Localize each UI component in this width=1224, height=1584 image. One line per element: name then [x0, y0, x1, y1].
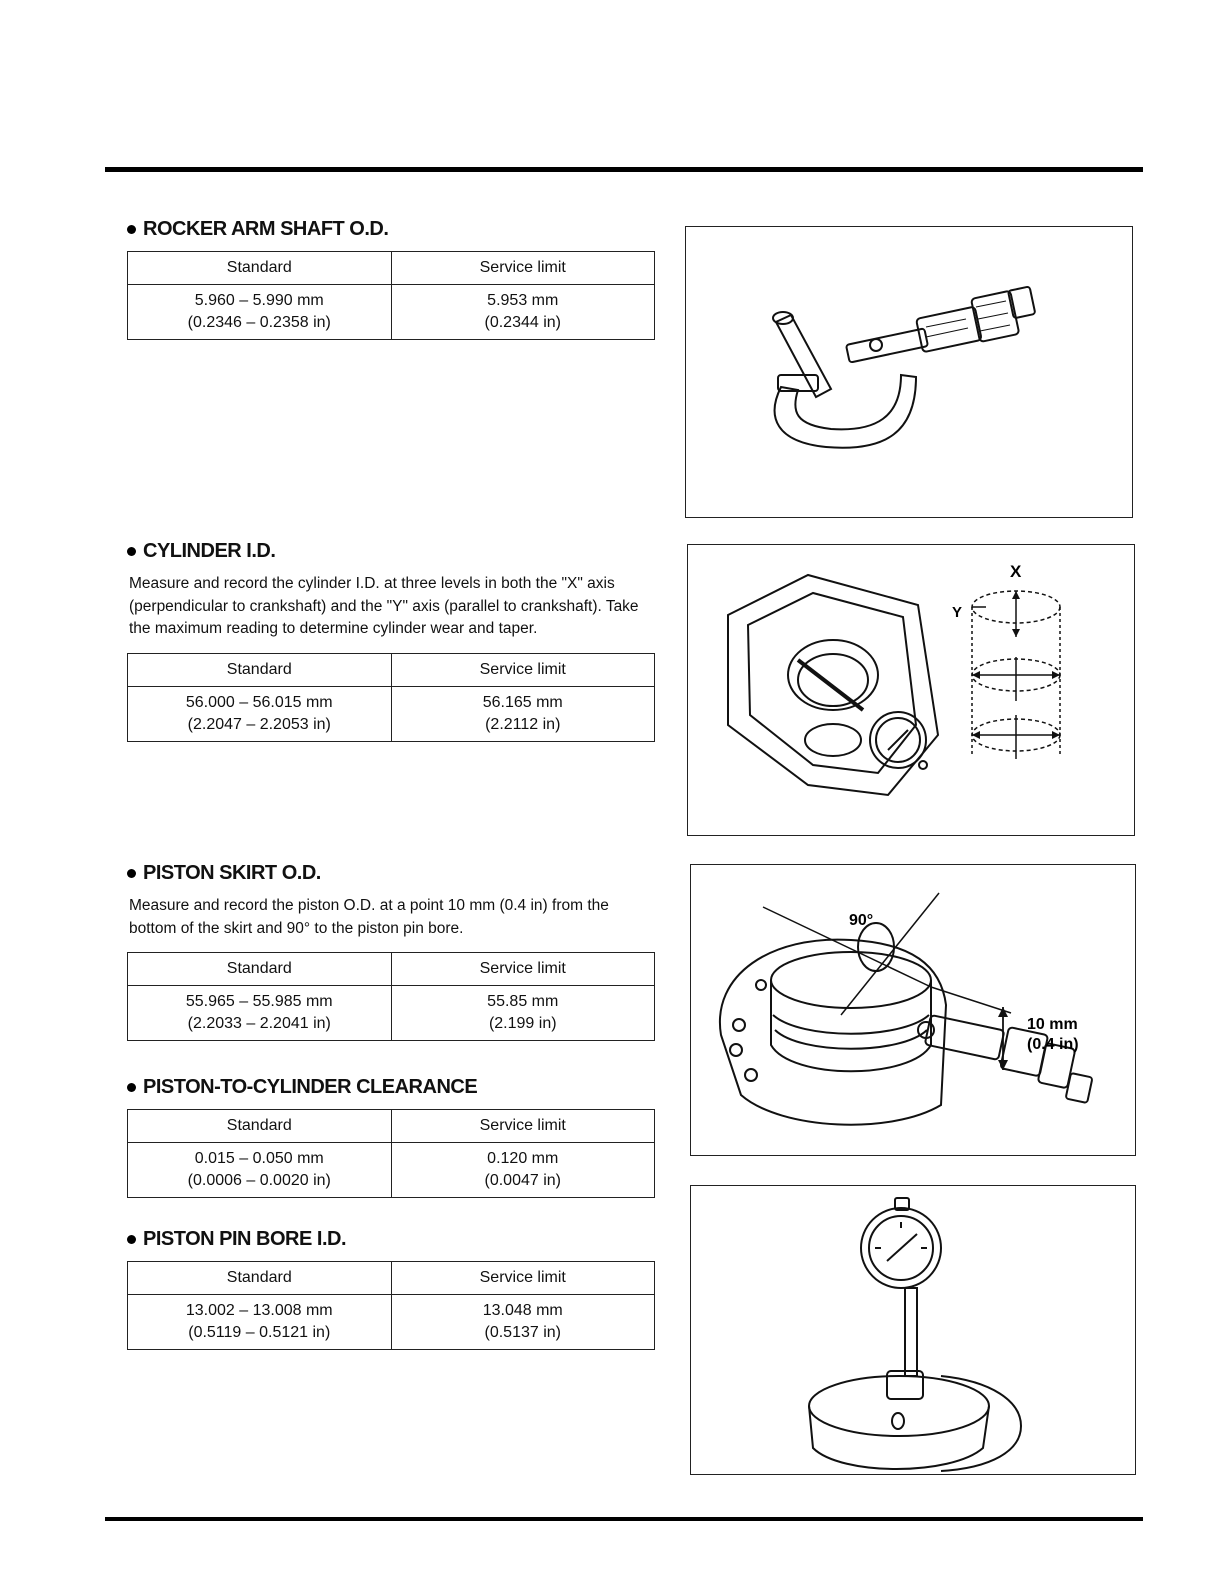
section-piston-to-cylinder-clearance	[127, 1076, 655, 1198]
col-standard: Standard	[128, 653, 392, 686]
figure-cylinder-bore-gauge	[687, 544, 1135, 836]
section-rocker-arm-shaft	[127, 218, 655, 340]
heading-text: CYLINDER I.D.	[143, 540, 276, 562]
section-heading	[127, 218, 655, 241]
bullet-icon	[127, 1083, 136, 1092]
col-standard: Standard	[128, 1262, 392, 1295]
heading-text: ROCKER ARM SHAFT O.D.	[143, 218, 389, 240]
heading-text: PISTON PIN BORE I.D.	[143, 1228, 346, 1250]
dimension-in-label: (0.4 in)	[1027, 1036, 1079, 1053]
figure-piston-pin-bore-gauge	[690, 1185, 1136, 1475]
col-service-limit: Service limit	[391, 1262, 655, 1295]
bottom-rule	[105, 1517, 1143, 1521]
heading-text: PISTON-TO-CYLINDER CLEARANCE	[143, 1076, 478, 1098]
axis-x-label: X	[1010, 562, 1022, 581]
angle-label: 90°	[849, 912, 874, 929]
col-standard: Standard	[128, 1110, 392, 1143]
standard-value: 5.960 – 5.990 mm (0.2346 – 0.2358 in)	[128, 285, 392, 340]
bullet-icon	[127, 225, 136, 234]
service-limit-value: 13.048 mm (0.5137 in)	[391, 1295, 655, 1350]
col-service-limit: Service limit	[391, 653, 655, 686]
spec-table	[127, 653, 655, 742]
col-service-limit: Service limit	[391, 252, 655, 285]
spec-table	[127, 952, 655, 1041]
standard-value: 55.965 – 55.985 mm (2.2033 – 2.2041 in)	[128, 986, 392, 1041]
service-limit-value: 5.953 mm (0.2344 in)	[391, 285, 655, 340]
section-cylinder-id	[127, 540, 655, 742]
cylinder-gauge-illustration	[688, 545, 1134, 835]
instruction-text: Measure and record the cylinder I.D. at three levels in both the "X" axis (perpendicular to crankshaft) and the "Y" axis (parallel to crankshaft). Take the maximum reading to determine cylinder wear and taper.	[129, 575, 639, 637]
col-standard: Standard	[128, 252, 392, 285]
standard-value: 0.015 – 0.050 mm (0.0006 – 0.0020 in)	[128, 1143, 392, 1198]
service-limit-value: 55.85 mm (2.199 in)	[391, 986, 655, 1041]
axis-y-label: Y	[952, 604, 963, 621]
standard-value: 13.002 – 13.008 mm (0.5119 – 0.5121 in)	[128, 1295, 392, 1350]
service-limit-value: 0.120 mm (0.0047 in)	[391, 1143, 655, 1198]
bullet-icon	[127, 547, 136, 556]
col-standard: Standard	[128, 953, 392, 986]
top-rule	[105, 167, 1143, 172]
section-heading	[127, 862, 655, 885]
figure-micrometer-rocker-shaft	[685, 226, 1133, 518]
section-piston-skirt-od	[127, 862, 655, 1041]
bullet-icon	[127, 1235, 136, 1244]
standard-value: 56.000 – 56.015 mm (2.2047 – 2.2053 in)	[128, 686, 392, 741]
heading-text: PISTON SKIRT O.D.	[143, 862, 321, 884]
piston-skirt-illustration	[691, 865, 1135, 1155]
bullet-icon	[127, 869, 136, 878]
pin-bore-gauge-illustration	[691, 1186, 1135, 1474]
section-heading	[127, 540, 655, 563]
section-heading	[127, 1076, 655, 1099]
instruction-text: Measure and record the piston O.D. at a point 10 mm (0.4 in) from the bottom of the skirt and 90° to the piston pin bore.	[129, 897, 609, 937]
col-service-limit: Service limit	[391, 1110, 655, 1143]
col-service-limit: Service limit	[391, 953, 655, 986]
spec-table	[127, 1261, 655, 1350]
service-limit-value: 56.165 mm (2.2112 in)	[391, 686, 655, 741]
section-heading	[127, 1228, 655, 1251]
spec-table	[127, 251, 655, 340]
spec-table	[127, 1109, 655, 1198]
micrometer-illustration	[686, 227, 1132, 517]
dimension-mm-label: 10 mm	[1027, 1016, 1078, 1033]
figure-piston-skirt-measurement	[690, 864, 1136, 1156]
section-piston-pin-bore-id	[127, 1228, 655, 1350]
